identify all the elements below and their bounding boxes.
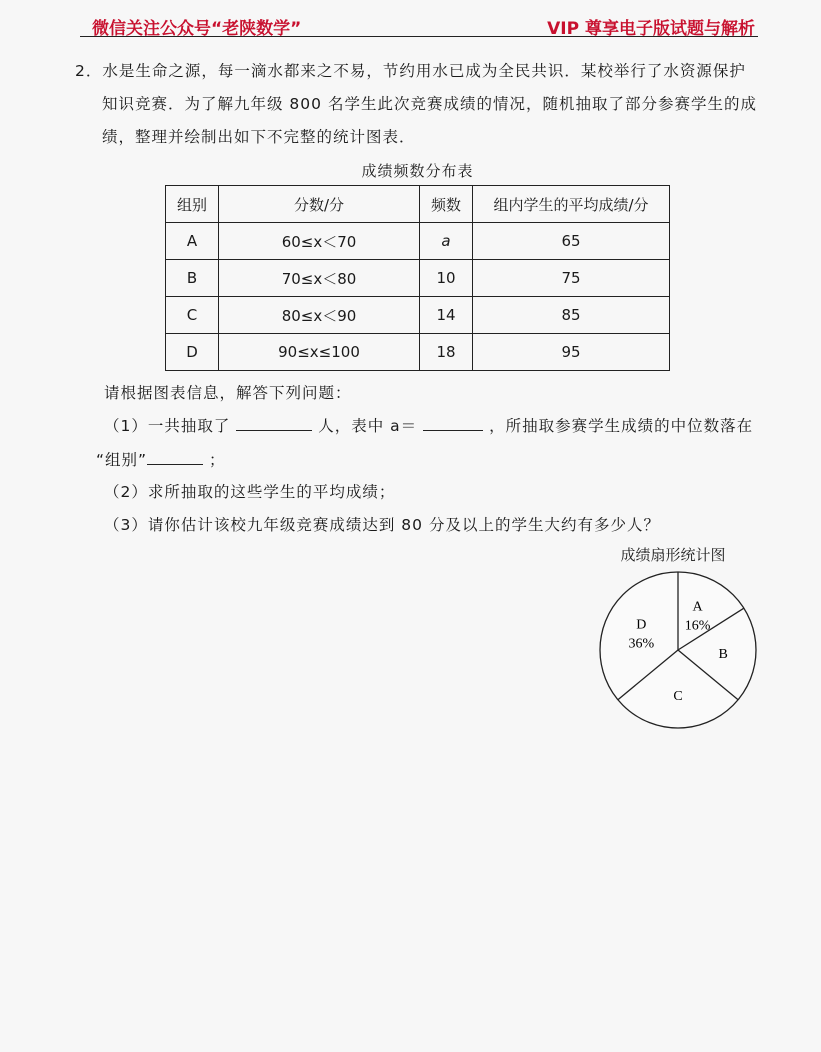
table-cell: 80≤x＜90	[219, 297, 420, 334]
pie-chart-title: 成绩扇形统计图	[620, 546, 726, 564]
table-cell: 14	[420, 297, 473, 334]
question-stem-line-2: 知识竞赛．为了解九年级 800 名学生此次竞赛成绩的情况，随机抽取了部分参赛学生的成	[102, 95, 757, 113]
table-header-cell: 频数	[420, 186, 473, 223]
table-row	[166, 260, 670, 297]
pie-slice-b-label: B	[718, 646, 728, 662]
q1-text-a: （1）一共抽取了	[104, 417, 231, 435]
table-cell: 95	[473, 334, 670, 371]
table-cell: A	[166, 223, 219, 260]
table-cell: C	[166, 297, 219, 334]
table-cell: 90≤x≤100	[219, 334, 420, 371]
stem-text-1: 水是生命之源，每一滴水都来之不易，节约用水已成为全民共识．某校举行了水资源保护	[102, 62, 746, 80]
pie-slice-d-label: D	[636, 617, 647, 633]
table-cell: B	[166, 260, 219, 297]
answer-blank-a[interactable]	[423, 414, 483, 431]
header-left-text: 微信关注公众号“老陕数学”	[92, 19, 302, 39]
table-row	[166, 223, 670, 260]
table-cell: a	[420, 223, 473, 260]
answer-blank-total[interactable]	[236, 414, 312, 431]
table-cell: 85	[473, 297, 670, 334]
answer-blank-median-group[interactable]	[147, 448, 203, 465]
pie-slice-c-label: C	[673, 689, 683, 705]
table-cell: 60≤x＜70	[219, 223, 420, 260]
instruction-text: 请根据图表信息，解答下列问题：	[104, 384, 352, 402]
table-cell: 75	[473, 260, 670, 297]
table-cell: 65	[473, 223, 670, 260]
table-header-row	[166, 186, 670, 223]
q1-text-d: “组别”	[96, 451, 148, 469]
table-cell: 18	[420, 334, 473, 371]
pie-slice-d-percent: 36%	[628, 636, 655, 652]
header-divider	[80, 36, 758, 37]
question-number: 2．	[75, 62, 103, 80]
table-cell: 10	[420, 260, 473, 297]
q1-text-e: ；	[209, 451, 226, 469]
question-stem-line-1	[75, 60, 765, 82]
table-row	[166, 297, 670, 334]
sub-question-1	[104, 414, 764, 437]
table-header-cell: 分数/分	[219, 186, 420, 223]
table-header-cell: 组别	[166, 186, 219, 223]
sub-question-2: （2）求所抽取的这些学生的平均成绩；	[104, 483, 396, 501]
sub-question-1-cont	[96, 448, 786, 471]
frequency-table	[165, 185, 670, 371]
table-row	[166, 334, 670, 371]
pie-chart	[590, 562, 770, 742]
pie-slice-a-label: A	[692, 599, 703, 615]
table-cell: 70≤x＜80	[219, 260, 420, 297]
q1-text-c: ，所抽取参赛学生成绩的中位数落在	[489, 417, 754, 435]
question-stem-line-3: 绩，整理并绘制出如下不完整的统计图表．	[102, 128, 416, 146]
table-title: 成绩频数分布表	[361, 162, 474, 180]
pie-slice-a-percent: 16%	[684, 618, 711, 634]
table-header-cell: 组内学生的平均成绩/分	[473, 186, 670, 223]
header-right-text: VIP 尊享电子版试题与解析	[547, 19, 755, 39]
q1-text-b: 人，表中 a＝	[318, 417, 418, 435]
table-cell: D	[166, 334, 219, 371]
sub-question-3: （3）请你估计该校九年级竞赛成绩达到 80 分及以上的学生大约有多少人？	[104, 516, 660, 534]
